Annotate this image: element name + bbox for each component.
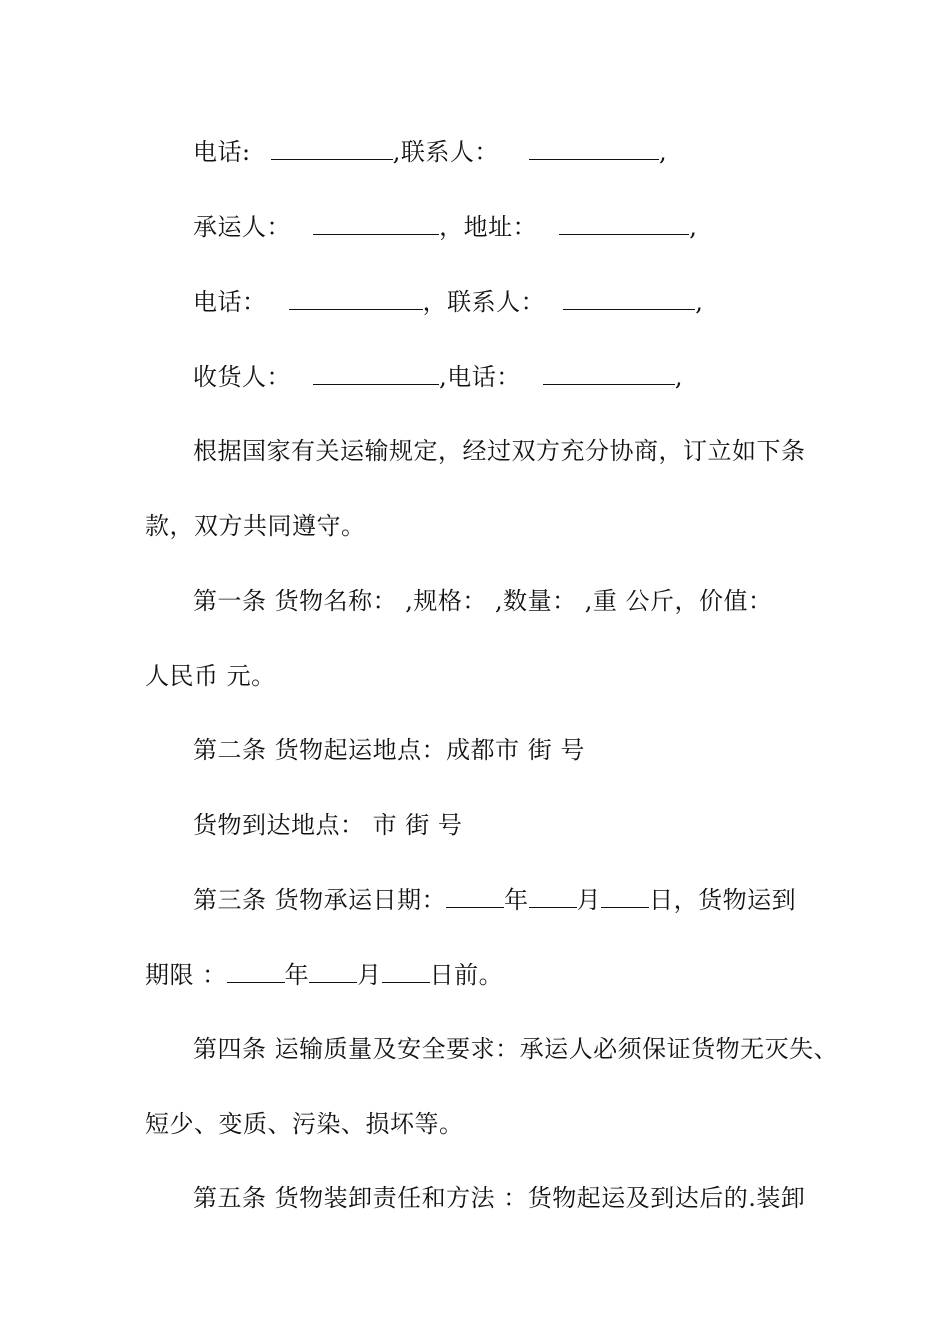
article-5-line-1: 第五条 货物装卸责任和方法 ：货物起运及到达后的.装卸 xyxy=(193,1184,806,1212)
carrier-phone-line xyxy=(193,287,703,317)
phone-label: 电话： xyxy=(193,288,267,316)
address-blank xyxy=(559,212,689,235)
comma: , xyxy=(695,288,704,316)
comma: , xyxy=(659,138,668,166)
phone-blank xyxy=(289,287,423,310)
deadline-prefix: 期限 ： xyxy=(145,961,227,989)
contact-label: ，联系人： xyxy=(422,288,546,316)
year-blank xyxy=(446,885,504,908)
deadline-day-suffix: 日前。 xyxy=(429,961,504,989)
year-blank xyxy=(227,960,285,983)
article-1-line-2: 人民币 元。 xyxy=(145,662,276,690)
phone-label: 电话: xyxy=(193,138,251,166)
carrier-line xyxy=(193,212,697,242)
comma: , xyxy=(674,363,684,391)
day-blank xyxy=(382,960,430,983)
consignee-line xyxy=(193,362,683,392)
article-4-line-2: 短少、变质、污染、损坏等。 xyxy=(145,1110,464,1138)
month-label: 月 xyxy=(576,886,602,914)
comma: , xyxy=(689,213,698,241)
phone-blank xyxy=(271,137,393,160)
carrier-blank xyxy=(313,212,439,235)
article-2-line-2: 货物到达地点： 市 街 号 xyxy=(193,811,463,839)
consignee-blank xyxy=(313,362,439,385)
year-label: 年 xyxy=(284,961,310,989)
carrier-label: 承运人： xyxy=(193,213,291,241)
day-blank xyxy=(601,885,649,908)
contact-blank xyxy=(563,287,695,310)
phone-blank xyxy=(543,362,675,385)
phone-label: ,电话： xyxy=(439,363,521,391)
shipper-phone-line xyxy=(193,137,667,167)
intro-paragraph-line-1: 根据国家有关运输规定，经过双方充分协商，订立如下条 xyxy=(193,437,806,465)
article-2-line-1: 第二条 货物起运地点：成都市 街 号 xyxy=(193,736,585,764)
month-blank xyxy=(529,885,577,908)
year-label: 年 xyxy=(504,886,529,914)
consignee-label: 收货人： xyxy=(193,363,291,391)
month-label: 月 xyxy=(357,961,382,989)
article-3-line-2 xyxy=(145,960,503,990)
intro-paragraph-line-2: 款，双方共同遵守。 xyxy=(145,512,366,540)
article-3-day-suffix: 日，货物运到 xyxy=(649,886,797,914)
month-blank xyxy=(309,960,357,983)
contact-label: ,联系人： xyxy=(392,138,499,166)
article-3-line-1 xyxy=(193,885,796,915)
article-1-line-1: 第一条 货物名称： ,规格： ,数量： ,重 公斤，价值： xyxy=(193,587,773,615)
contact-blank xyxy=(529,137,659,160)
address-label: ，地址： xyxy=(439,213,538,241)
article-3-prefix: 第三条 货物承运日期： xyxy=(193,886,447,914)
article-4-line-1: 第四条 运输质量及安全要求：承运人必须保证货物无灭失、 xyxy=(193,1035,839,1063)
